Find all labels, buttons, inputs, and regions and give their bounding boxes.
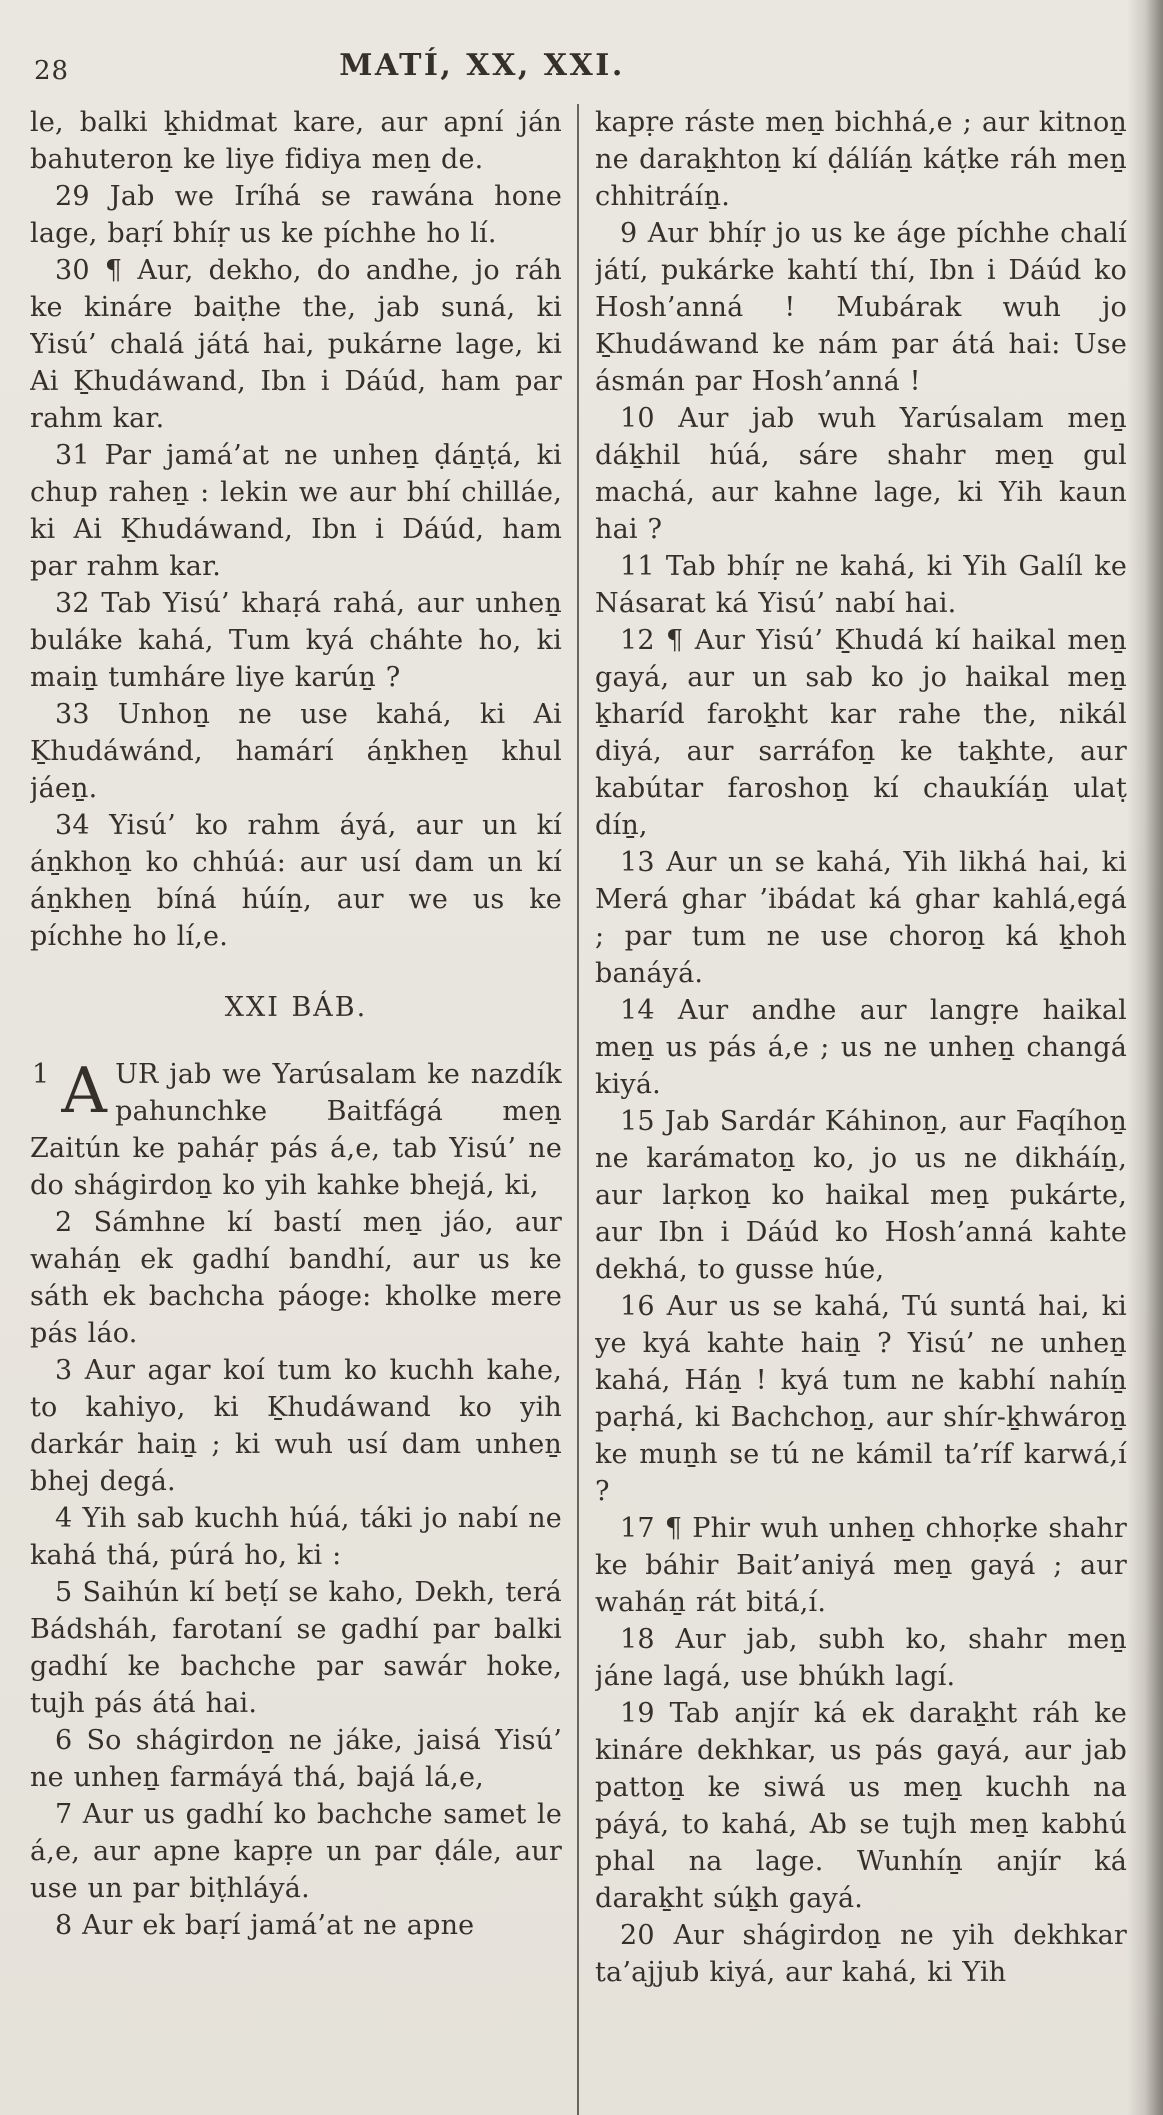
verse-paragraph: 12 ¶ Aur Yisú’ Ḵhudá kí haikal meṉ gayá, aur un sab ko jo haikal meṉ ḵharíd faroḵht kar rahe the, nikál diyá, aur sarráfoṉ ke taḵhte, aur kabútar faroshoṉ kí chaukíáṉ ulaṭ díṉ, bbox=[595, 625, 1127, 841]
dropcap-initial: A bbox=[61, 1054, 108, 1127]
verse-paragraph: 9 Aur bhíṛ jo us ke áge píchhe chalí játí, pukárke kahtí thí, Ibn i Dáúd ko Hosh’anná ! Mubárak wuh jo Ḵhudáwand ke nám par átá hai: Use ásmán par Hosh’anná ! bbox=[595, 218, 1127, 397]
left-column bbox=[30, 104, 562, 2115]
verse-paragraph: 1 A UR jab we Yarúsalam ke nazdík pahunchke Baitfágá meṉ Zaitún ke paháṛ pás á,e, tab Yisú’ ne do shágirdoṉ ko yih kahke bhejá, ki, bbox=[30, 1054, 562, 1201]
column-divider bbox=[577, 104, 579, 2115]
verse-paragraph: 20 Aur shágirdoṉ ne yih dekhkar ta’ajjub kiyá, aur kahá, ki Yih bbox=[595, 1920, 1127, 1988]
verse-paragraph: 18 Aur jab, subh ko, shahr meṉ jáne lagá, use bhúkh lagí. bbox=[595, 1624, 1127, 1692]
verse-paragraph: 7 Aur us gadhí ko bachche samet le á,e, aur apne kapṛe un par ḍále, aur use un par biṭhláyá. bbox=[30, 1799, 562, 1904]
verse-paragraph: 16 Aur us se kahá, Tú suntá hai, ki ye kyá kahte haiṉ ? Yisú’ ne unheṉ kahá, Háṉ ! kyá tum ne kabhí nahíṉ paṛhá, ki Bachchoṉ, aur shír-ḵhwároṉ ke muṉh se tú ne kámil ta’ríf karwá,í ? bbox=[595, 1291, 1127, 1507]
verse-paragraph: 3 Aur agar koí tum ko kuchh kahe, to kahiyo, ki Ḵhudáwand ko yih darkár haiṉ ; ki wuh usí dam unheṉ bhej degá. bbox=[30, 1355, 562, 1497]
page-header bbox=[30, 48, 1123, 92]
verse-paragraph: 2 Sámhne kí bastí meṉ jáo, aur waháṉ ek gadhí bandhí, aur us ke sáth ek bachcha páoge: kholke mere pás láo. bbox=[30, 1207, 562, 1349]
verse-paragraph: 34 Yisú’ ko rahm áyá, aur un kí áṉkhoṉ ko chhúá: aur usí dam un kí áṉkheṉ bíná húíṉ, aur we us ke píchhe ho lí,e. bbox=[30, 810, 562, 952]
verse-paragraph: 33 Unhoṉ ne use kahá, ki Ai Ḵhudáwánd, hamárí áṉkheṉ khul jáeṉ. bbox=[30, 699, 562, 804]
verse-paragraph: 11 Tab bhíṛ ne kahá, ki Yih Galíl ke Násarat ká Yisú’ nabí hai. bbox=[595, 551, 1127, 619]
page-edge-shadow bbox=[1127, 0, 1163, 2115]
verse-paragraph: 17 ¶ Phir wuh unheṉ chhoṛke shahr ke báhir Bait’aniyá meṉ gayá ; aur waháṉ rát bitá,í. bbox=[595, 1513, 1127, 1618]
verse-paragraph: 13 Aur un se kahá, Yih likhá hai, ki Merá ghar ’ibádat ká ghar kahlá,egá ; par tum ne use choroṉ ká ḵhoh banáyá. bbox=[595, 847, 1127, 989]
verse-paragraph: 4 Yih sab kuchh húá, táki jo nabí ne kahá thá, púrá ho, ki : bbox=[30, 1503, 562, 1571]
verse-number: 1 bbox=[32, 1059, 50, 1090]
verse-paragraph: 8 Aur ek baṛí jamá’at ne apne bbox=[55, 1910, 475, 1941]
page-number: 28 bbox=[34, 56, 70, 86]
verse-paragraph: 29 Jab we Iríhá se rawána hone lage, baṛí bhíṛ us ke píchhe ho lí. bbox=[30, 181, 562, 249]
verse-paragraph: 14 Aur andhe aur langṛe haikal meṉ us pás á,e ; us ne unheṉ changá kiyá. bbox=[595, 995, 1127, 1100]
verse-paragraph: 31 Par jamá’at ne unheṉ ḍáṉṭá, ki chup raheṉ : lekin we aur bhí chilláe, ki Ai Ḵhudáwand, Ibn i Dáúd, ham par rahm kar. bbox=[30, 440, 562, 582]
continuation-paragraph: le, balki ḵhidmat kare, aur apní ján bahuteroṉ ke liye fidiya meṉ de. bbox=[30, 107, 562, 175]
running-title: MATÍ, XX, XXI. bbox=[339, 48, 625, 83]
verse-paragraph: 6 So shágirdoṉ ne jáke, jaisá Yisú’ ne unheṉ farmáyá thá, bajá lá,e, bbox=[30, 1725, 562, 1793]
right-column bbox=[595, 104, 1127, 2115]
verse-paragraph: 10 Aur jab wuh Yarúsalam meṉ dáḵhil húá, sáre shahr meṉ gul machá, aur kahne lage, ki Yih kaun hai ? bbox=[595, 403, 1127, 545]
chapter-heading: XXI BÁB. bbox=[224, 992, 368, 1023]
verse-paragraph: 32 Tab Yisú’ khaṛá rahá, aur unheṉ buláke kahá, Tum kyá cháhte ho, ki maiṉ tumháre liye karúṉ ? bbox=[30, 588, 562, 693]
verse-paragraph: 5 Saihún kí beṭí se kaho, Dekh, terá Bádsháh, farotaní se gadhí par balki gadhí ke bachche par sawár hoke, tujh pás átá hai. bbox=[30, 1577, 562, 1719]
verse-paragraph: 15 Jab Sardár Káhinoṉ, aur Faqíhoṉ ne karámatoṉ ko, jo us ne dikháíṉ, aur laṛkoṉ ko haikal meṉ pukárte, aur Ibn i Dáúd ko Hosh’anná kahte dekhá, to gusse húe, bbox=[595, 1106, 1127, 1285]
verse-paragraph: 30 ¶ Aur, dekho, do andhe, jo ráh ke kináre baiṭhe the, jab suná, ki Yisú’ chalá játá hai, pukárne lage, ki Ai Ḵhudáwand, Ibn i Dáúd, ham par rahm kar. bbox=[30, 255, 562, 434]
verse-paragraph: 19 Tab anjír ká ek daraḵht ráh ke kináre dekhkar, us pás gayá, aur jab pattoṉ ke siwá us meṉ kuchh na páyá, to kahá, Ab se tujh meṉ kabhú phal na lage. Wunhíṉ anjír ká daraḵht súḵh gayá. bbox=[595, 1698, 1127, 1914]
text-columns bbox=[30, 104, 1127, 2115]
continuation-paragraph: kapṛe ráste meṉ bichhá,e ; aur kitnoṉ ne daraḵhtoṉ kí ḍálíáṉ káṭke ráh meṉ chhitráíṉ. bbox=[595, 107, 1127, 212]
